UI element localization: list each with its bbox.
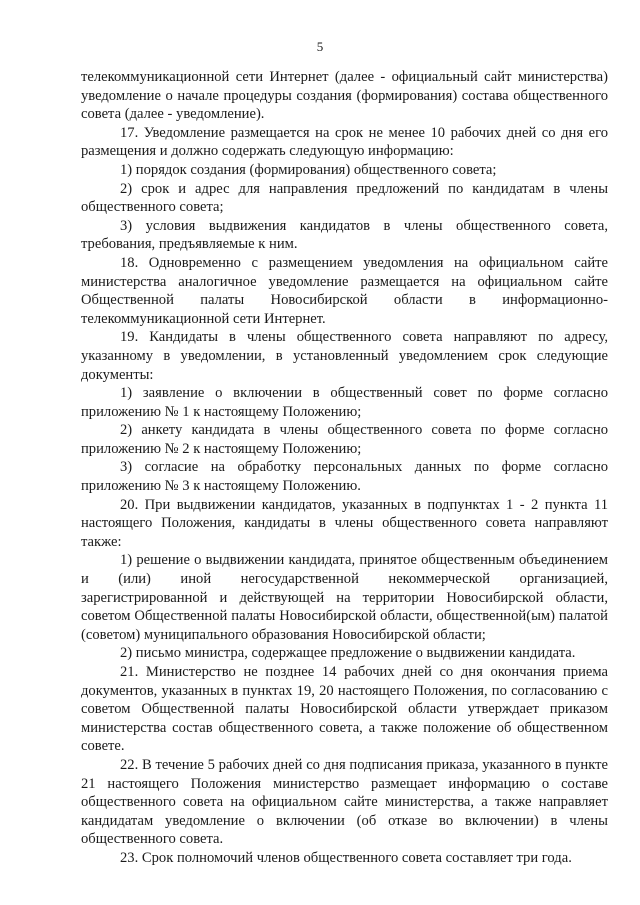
- paragraph-20-item-2: 2) письмо министра, содержащее предложение о выдвижении кандидата.: [120, 645, 576, 662]
- paragraph-continuation: телекоммуникационной сети Интернет (далее - официальный сайт министерства) уведомление о начале процедуры создания (формирования) состава общественного совета (далее - уведомление).: [81, 69, 608, 123]
- paragraph-19-item-1: 1) заявление о включении в общественный совет по форме согласно приложению № 1 к настоящему Положению;: [81, 385, 608, 420]
- paragraph-17-item-2: 2) срок и адрес для направления предложений по кандидатам в члены общественного совета;: [81, 180, 608, 216]
- paragraph-19-item-3: 3) согласие на обработку персональных данных по форме согласно приложению № 3 к настоящему Положению.: [81, 459, 608, 495]
- document-body: [81, 68, 608, 868]
- paragraph-20-item-1: 1) решение о выдвижении кандидата, принятое общественным объединением и (или) иной негосударственной некоммерческой организацией, зарегистрированной и действующей на территории Новосибирской области, советом Общественной палаты Новосибирской области, общественной(ым) палатой (советом) муниципального образования Новосибирской области;: [81, 552, 608, 643]
- paragraph-17-item-1: 1) порядок создания (формирования) общественного совета;: [120, 161, 497, 178]
- paragraph-23: 23. Срок полномочий членов общественного совета составляет три года.: [120, 849, 572, 866]
- paragraph-20: 20. При выдвижении кандидатов, указанных в подпунктах 1 - 2 пункта 11 настоящего Положения, кандидаты в члены общественного совета направляют также:: [81, 496, 608, 550]
- page-number: 5: [316, 39, 324, 54]
- paragraph-22: 22. В течение 5 рабочих дней со дня подписания приказа, указанного в пункте 21 настоящего Положения министерство размещает информацию о составе общественного совета на официальном сайте министерства, а также направляет кандидатам уведомление о включении (об отказе во включении) в члены общественного совета.: [81, 756, 608, 848]
- paragraph-17-item-3: 3) условия выдвижения кандидатов в члены общественного совета, требования, предъявляемые к ним.: [81, 217, 608, 253]
- paragraph-21: 21. Министерство не позднее 14 рабочих дней со дня окончания приема документов, указанных в пунктах 19, 20 настоящего Положения, по согласованию с советом Общественной палаты Новосибирской области утверждает приказом министерства состав общественного совета, а также положение об общественном совете.: [81, 664, 608, 755]
- paragraph-19-item-2: 2) анкету кандидата в члены общественного совета по форме согласно приложению № 2 к настоящему Положению;: [81, 422, 608, 457]
- paragraph-19: 19. Кандидаты в члены общественного совета направляют по адресу, указанному в уведомлении, в установленный уведомлением срок следующие документы:: [81, 329, 608, 383]
- paragraph-17: 17. Уведомление размещается на срок не менее 10 рабочих дней со дня его размещения и должно содержать следующую информацию:: [81, 124, 608, 160]
- paragraph-18: 18. Одновременно с размещением уведомления на официальном сайте министерства аналогичное уведомление размещается на официальном сайте Общественной палаты Новосибирской области в информационно-телекоммуникационной сети Интернет.: [81, 254, 608, 327]
